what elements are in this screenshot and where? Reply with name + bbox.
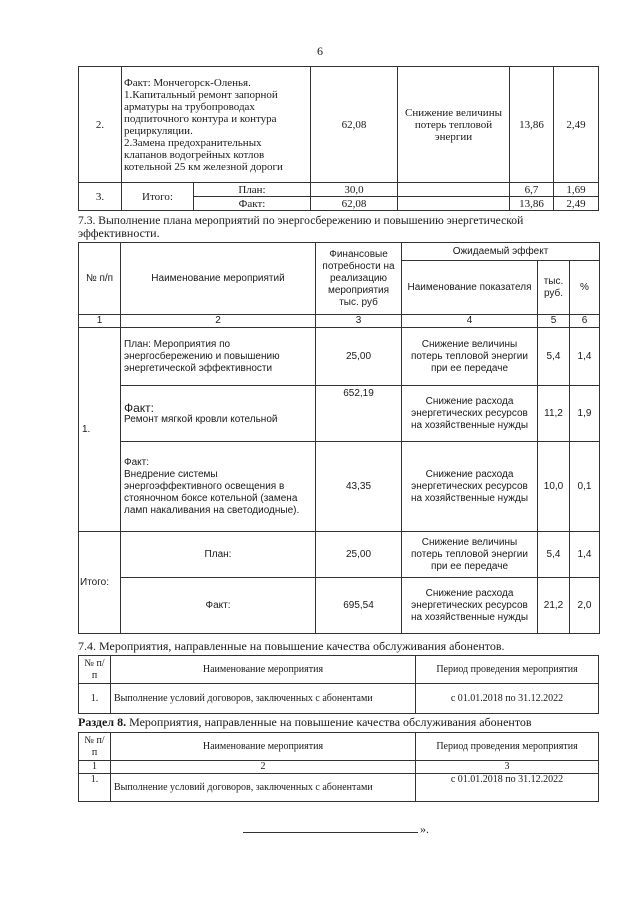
- table-row: [79, 442, 600, 532]
- col-number: 3: [416, 761, 599, 774]
- measure-line: Факт: Мончегорск-Оленья.: [124, 76, 251, 89]
- col-number: 2: [111, 761, 416, 774]
- plan-label: План:: [121, 532, 316, 578]
- empty-cell: [398, 197, 510, 211]
- finance-value: 25,00: [316, 328, 402, 386]
- col-number: 4: [402, 315, 538, 328]
- indicator: Снижение расхода энергетических ресурсов на хозяйственные нужды: [402, 442, 538, 532]
- section-8-heading: [78, 716, 606, 729]
- row-number: 2.: [79, 67, 122, 183]
- measure-line: клапанов водогрейных котлов: [124, 148, 265, 161]
- indicator: Снижение величины потерь тепловой энергии при ее передаче: [402, 328, 538, 386]
- fact-label: Факт:: [124, 400, 155, 415]
- col-number: 2: [121, 315, 316, 328]
- plan-indicator: Снижение величины потерь тепловой энергии при ее передаче: [402, 532, 538, 578]
- effect-pct: 1,4: [570, 328, 600, 386]
- col-number: 1: [79, 315, 121, 328]
- table-row: [79, 328, 600, 386]
- fact-finance: 695,54: [316, 578, 402, 634]
- plan-rub: 5,4: [538, 532, 570, 578]
- measure-name: Выполнение условий договоров, заключенных с абонентами: [111, 774, 416, 802]
- col-header-name: Наименование мероприятия: [111, 656, 416, 684]
- fact-label: Факт:: [121, 578, 316, 634]
- col-header-period: Период проведения мероприятия: [416, 656, 599, 684]
- plan-label: План:: [194, 183, 311, 197]
- col-header-num: № п/п: [79, 733, 111, 761]
- measure-name: Внедрение системы энергоэффективного освещения в стояночном боксе котельной (замена ламп накаливания на светодиодные).: [124, 468, 300, 516]
- service-quality-table: [78, 655, 599, 714]
- row-number: 1.: [79, 684, 111, 714]
- finance-value: 43,35: [316, 442, 402, 532]
- fact-rub: 13,86: [510, 197, 554, 211]
- fact-indicator: Снижение расхода энергетических ресурсов на хозяйственные нужды: [402, 578, 538, 634]
- measure-line: 2.Замена предохранительных: [124, 136, 262, 149]
- period-value: с 01.01.2018 по 31.12.2022: [416, 684, 599, 714]
- plan-finance: 25,00: [316, 532, 402, 578]
- fact-pct: 2,49: [554, 197, 599, 211]
- effect-pct: 1,9: [570, 386, 600, 442]
- measure-line: подпиточного контура и контура: [124, 112, 277, 125]
- col-header-num: № п/п: [79, 656, 111, 684]
- fact-label: Факт:: [194, 197, 311, 211]
- table-row: [79, 532, 600, 578]
- section-7-3-heading: [78, 214, 606, 240]
- heading-line: эффективности.: [78, 226, 160, 240]
- measure-fact: [121, 442, 316, 532]
- total-label: Итого:: [79, 532, 121, 634]
- table-continuation: [78, 66, 599, 211]
- plan-pct: 1,69: [554, 183, 599, 197]
- empty-cell: [398, 183, 510, 197]
- effect-rub: 5,4: [538, 328, 570, 386]
- section-8-table: [78, 732, 599, 802]
- col-header-num: № п/п: [79, 243, 121, 315]
- col-number: 6: [570, 315, 600, 328]
- signature-line: [243, 832, 418, 833]
- col-header-period: Период проведения мероприятия: [416, 733, 599, 761]
- header-row: [79, 656, 599, 684]
- table-row: [79, 774, 599, 802]
- measure-line: арматуры на трубопроводах: [124, 100, 255, 113]
- heading-label: Раздел 8.: [78, 715, 127, 729]
- effect-rub: 13,86: [510, 67, 554, 183]
- closing-mark: ».: [420, 822, 429, 836]
- effect-rub: 11,2: [538, 386, 570, 442]
- fact-label: Факт:: [124, 456, 150, 468]
- col-header-rub: тыс. руб.: [538, 261, 570, 315]
- col-header-indicator: Наименование показателя: [402, 261, 538, 315]
- period-value: с 01.01.2018 по 31.12.2022: [416, 774, 599, 802]
- header-row: [79, 733, 599, 761]
- col-number: 3: [316, 315, 402, 328]
- indicator: Снижение расхода энергетических ресурсов на хозяйственные нужды: [402, 386, 538, 442]
- plan-pct: 1,4: [570, 532, 600, 578]
- row-number: 3.: [79, 183, 122, 211]
- column-numbers-row: [79, 761, 599, 774]
- col-number: 1: [79, 761, 111, 774]
- col-number: 5: [538, 315, 570, 328]
- measure-name: Выполнение условий договоров, заключенных с абонентами: [111, 684, 416, 714]
- heading-line: 7.3. Выполнение плана мероприятий по энергосбережению и повышению энергетической: [78, 214, 524, 227]
- measure-name: Ремонт мягкой кровли котельной: [124, 413, 278, 425]
- measure-line: 1.Капитальный ремонт запорной: [124, 88, 278, 101]
- col-header-finance: Финансовые потребности на реализацию мероприятия тыс. руб: [316, 243, 402, 315]
- col-header-name: Наименование мероприятий: [121, 243, 316, 315]
- header-row: [79, 243, 600, 261]
- heading-text: Мероприятия, направленные на повышение качества обслуживания абонентов: [126, 715, 532, 729]
- measure-description: [122, 67, 311, 183]
- row-number: 1.: [79, 328, 121, 532]
- table-row: [79, 684, 599, 714]
- effect-rub: 10,0: [538, 442, 570, 532]
- table-row: [79, 578, 600, 634]
- fact-pct: 2,0: [570, 578, 600, 634]
- page-number: 6: [317, 44, 323, 58]
- energy-efficiency-table: [78, 242, 600, 634]
- finance-value: 652,19: [316, 386, 402, 442]
- col-header-name: Наименование мероприятия: [111, 733, 416, 761]
- effect-pct: 0,1: [570, 442, 600, 532]
- table-row: [79, 67, 599, 183]
- total-label: Итого:: [122, 183, 194, 211]
- row-number: 1.: [79, 774, 111, 802]
- fact-finance: 62,08: [311, 197, 398, 211]
- table-row: [79, 183, 599, 197]
- measure-line: котельной 25 км железной дороги: [124, 160, 283, 173]
- section-7-4-heading: 7.4. Мероприятия, направленные на повышение качества обслуживания абонентов.: [78, 639, 505, 653]
- effect-indicator: Снижение величины потерь тепловой энергии: [398, 67, 510, 183]
- col-header-pct: %: [570, 261, 600, 315]
- measure-plan: План: Мероприятия по энергосбережению и повышению энергетической эффективности: [121, 328, 316, 386]
- table-row: [79, 386, 600, 442]
- effect-pct: 2,49: [554, 67, 599, 183]
- measure-line: рециркуляции.: [124, 124, 193, 137]
- col-header-expected: Ожидаемый эффект: [402, 243, 600, 261]
- finance-value: 62,08: [311, 67, 398, 183]
- measure-fact: [121, 386, 316, 442]
- plan-finance: 30,0: [311, 183, 398, 197]
- plan-rub: 6,7: [510, 183, 554, 197]
- fact-rub: 21,2: [538, 578, 570, 634]
- column-numbers-row: [79, 315, 600, 328]
